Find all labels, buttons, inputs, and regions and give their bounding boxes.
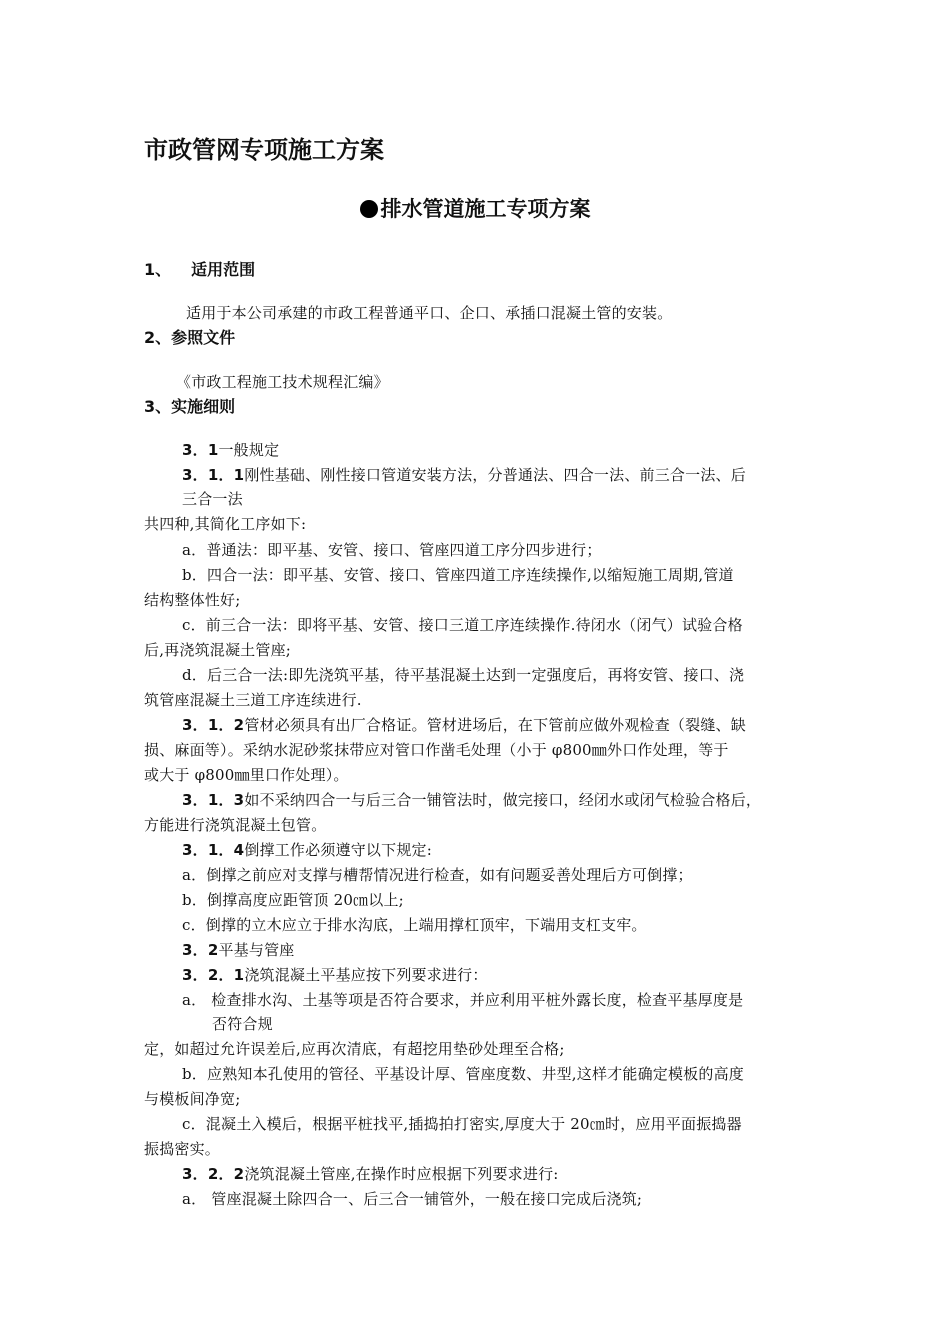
list-item: b．应熟知本孔使用的管径、平基设计厚、管座度数、井型,这样才能确定模板的高度 bbox=[182, 1065, 744, 1083]
clause-text: 倒撑工作必须遵守以下规定: bbox=[244, 841, 432, 859]
clause-3-1-4 bbox=[182, 839, 432, 861]
clause-text: 一般规定 bbox=[218, 441, 280, 459]
paragraph: 适用于本公司承建的市政工程普通平口、企口、承插口混凝土管的安装。 bbox=[186, 304, 673, 322]
paragraph-line: 或大于 φ800㎜里口作处理）。 bbox=[144, 766, 349, 784]
list-item: a． 检查排水沟、土基等项是否符合要求，并应利用平桩外露长度，检查平基厚度是 bbox=[182, 991, 744, 1009]
clause-text: 刚性基础、刚性接口管道安装方法，分普通法、四合一法、前三合一法、后 bbox=[244, 466, 746, 484]
section-heading-1 bbox=[144, 258, 255, 282]
paragraph-line: 筑管座混凝土三道工序连续进行. bbox=[144, 691, 362, 709]
clause-number: 3．1．4 bbox=[182, 841, 245, 859]
bullet-icon bbox=[360, 200, 378, 218]
clause-3-1-1 bbox=[182, 464, 746, 486]
clause-3-2 bbox=[182, 939, 295, 961]
paragraph-line: 振捣密实。 bbox=[144, 1140, 221, 1158]
clause-3-1-2 bbox=[182, 714, 746, 736]
subtitle-text: 排水管道施工专项方案 bbox=[380, 197, 591, 221]
clause-number: 3．2．2 bbox=[182, 1165, 245, 1183]
paragraph-line: 与模板间净宽; bbox=[144, 1090, 241, 1108]
clause-3-2-1 bbox=[182, 964, 488, 986]
list-item: b．倒撑高度应距管顶 20㎝以上; bbox=[182, 891, 404, 909]
list-item: a．普通法：即平基、安管、接口、管座四道工序分四步进行； bbox=[182, 541, 602, 559]
paragraph-line: 后,再浇筑混凝土管座; bbox=[144, 641, 292, 659]
paragraph-line: 方能进行浇筑混凝土包管。 bbox=[144, 816, 327, 834]
list-item: c．混凝土入模后，根据平桩找平,插捣拍打密实,厚度大于 20㎝时，应用平面振捣器 bbox=[182, 1115, 742, 1133]
paragraph: 《市政工程施工技术规程汇编》 bbox=[176, 373, 389, 391]
list-item: c．前三合一法：即将平基、安管、接口三道工序连续操作.待闭水（闭气）试验合格 bbox=[182, 616, 743, 634]
paragraph-line: 定，如超过允许误差后,应再次清底，有超挖用垫砂处理至合格; bbox=[144, 1040, 565, 1058]
section-heading-2: 2、参照文件 bbox=[144, 328, 236, 347]
paragraph-line: 三合一法 bbox=[182, 490, 243, 508]
clause-number: 3．1．1 bbox=[182, 466, 245, 484]
paragraph-line: 共四种,其简化工序如下: bbox=[144, 515, 307, 533]
clause-text: 浇筑混凝土管座,在操作时应根据下列要求进行: bbox=[244, 1165, 559, 1183]
list-item: c．倒撑的立木应立于排水沟底，上端用撑杠顶牢，下端用支杠支牢。 bbox=[182, 916, 647, 934]
section-heading-3: 3、实施细则 bbox=[144, 397, 236, 416]
clause-number: 3．1 bbox=[182, 441, 219, 459]
clause-number: 3．1．3 bbox=[182, 791, 245, 809]
list-item: a．倒撑之前应对支撑与槽帮情况进行检查，如有问题妥善处理后方可倒撑； bbox=[182, 866, 693, 884]
section-label: 适用范围 bbox=[191, 260, 256, 279]
list-item: a． 管座混凝土除四合一、后三合一铺管外，一般在接口完成后浇筑; bbox=[182, 1190, 643, 1208]
section-subtitle bbox=[0, 193, 950, 225]
document-title: 市政管网专项施工方案 bbox=[144, 135, 384, 164]
paragraph-line: 结构整体性好; bbox=[144, 591, 241, 609]
clause-number: 3．2．1 bbox=[182, 966, 245, 984]
paragraph-line: 损、麻面等）。采纳水泥砂浆抹带应对管口作凿毛处理（小于 φ800㎜外口作处理，等于 bbox=[144, 741, 729, 759]
clause-3-1 bbox=[182, 439, 279, 461]
paragraph-line: 否符合规 bbox=[212, 1015, 273, 1033]
clause-number: 3．1．2 bbox=[182, 716, 245, 734]
clause-text: 浇筑混凝土平基应按下列要求进行： bbox=[244, 966, 488, 984]
section-number: 1、 bbox=[144, 260, 172, 279]
list-item: d．后三合一法:即先浇筑平基，待平基混凝土达到一定强度后，再将安管、接口、浇 bbox=[182, 666, 745, 684]
clause-text: 如不采纳四合一与后三合一铺管法时，做完接口，经闭水或闭气检验合格后， bbox=[244, 791, 762, 809]
list-item: b．四合一法：即平基、安管、接口、管座四道工序连续操作,以缩短施工周期,管道 bbox=[182, 566, 734, 584]
clause-text: 管材必须具有出厂合格证。管材进场后，在下管前应做外观检查（裂缝、缺 bbox=[244, 716, 746, 734]
clause-3-1-3 bbox=[182, 789, 761, 811]
clause-3-2-2 bbox=[182, 1163, 559, 1185]
clause-number: 3．2 bbox=[182, 941, 219, 959]
clause-text: 平基与管座 bbox=[218, 941, 295, 959]
